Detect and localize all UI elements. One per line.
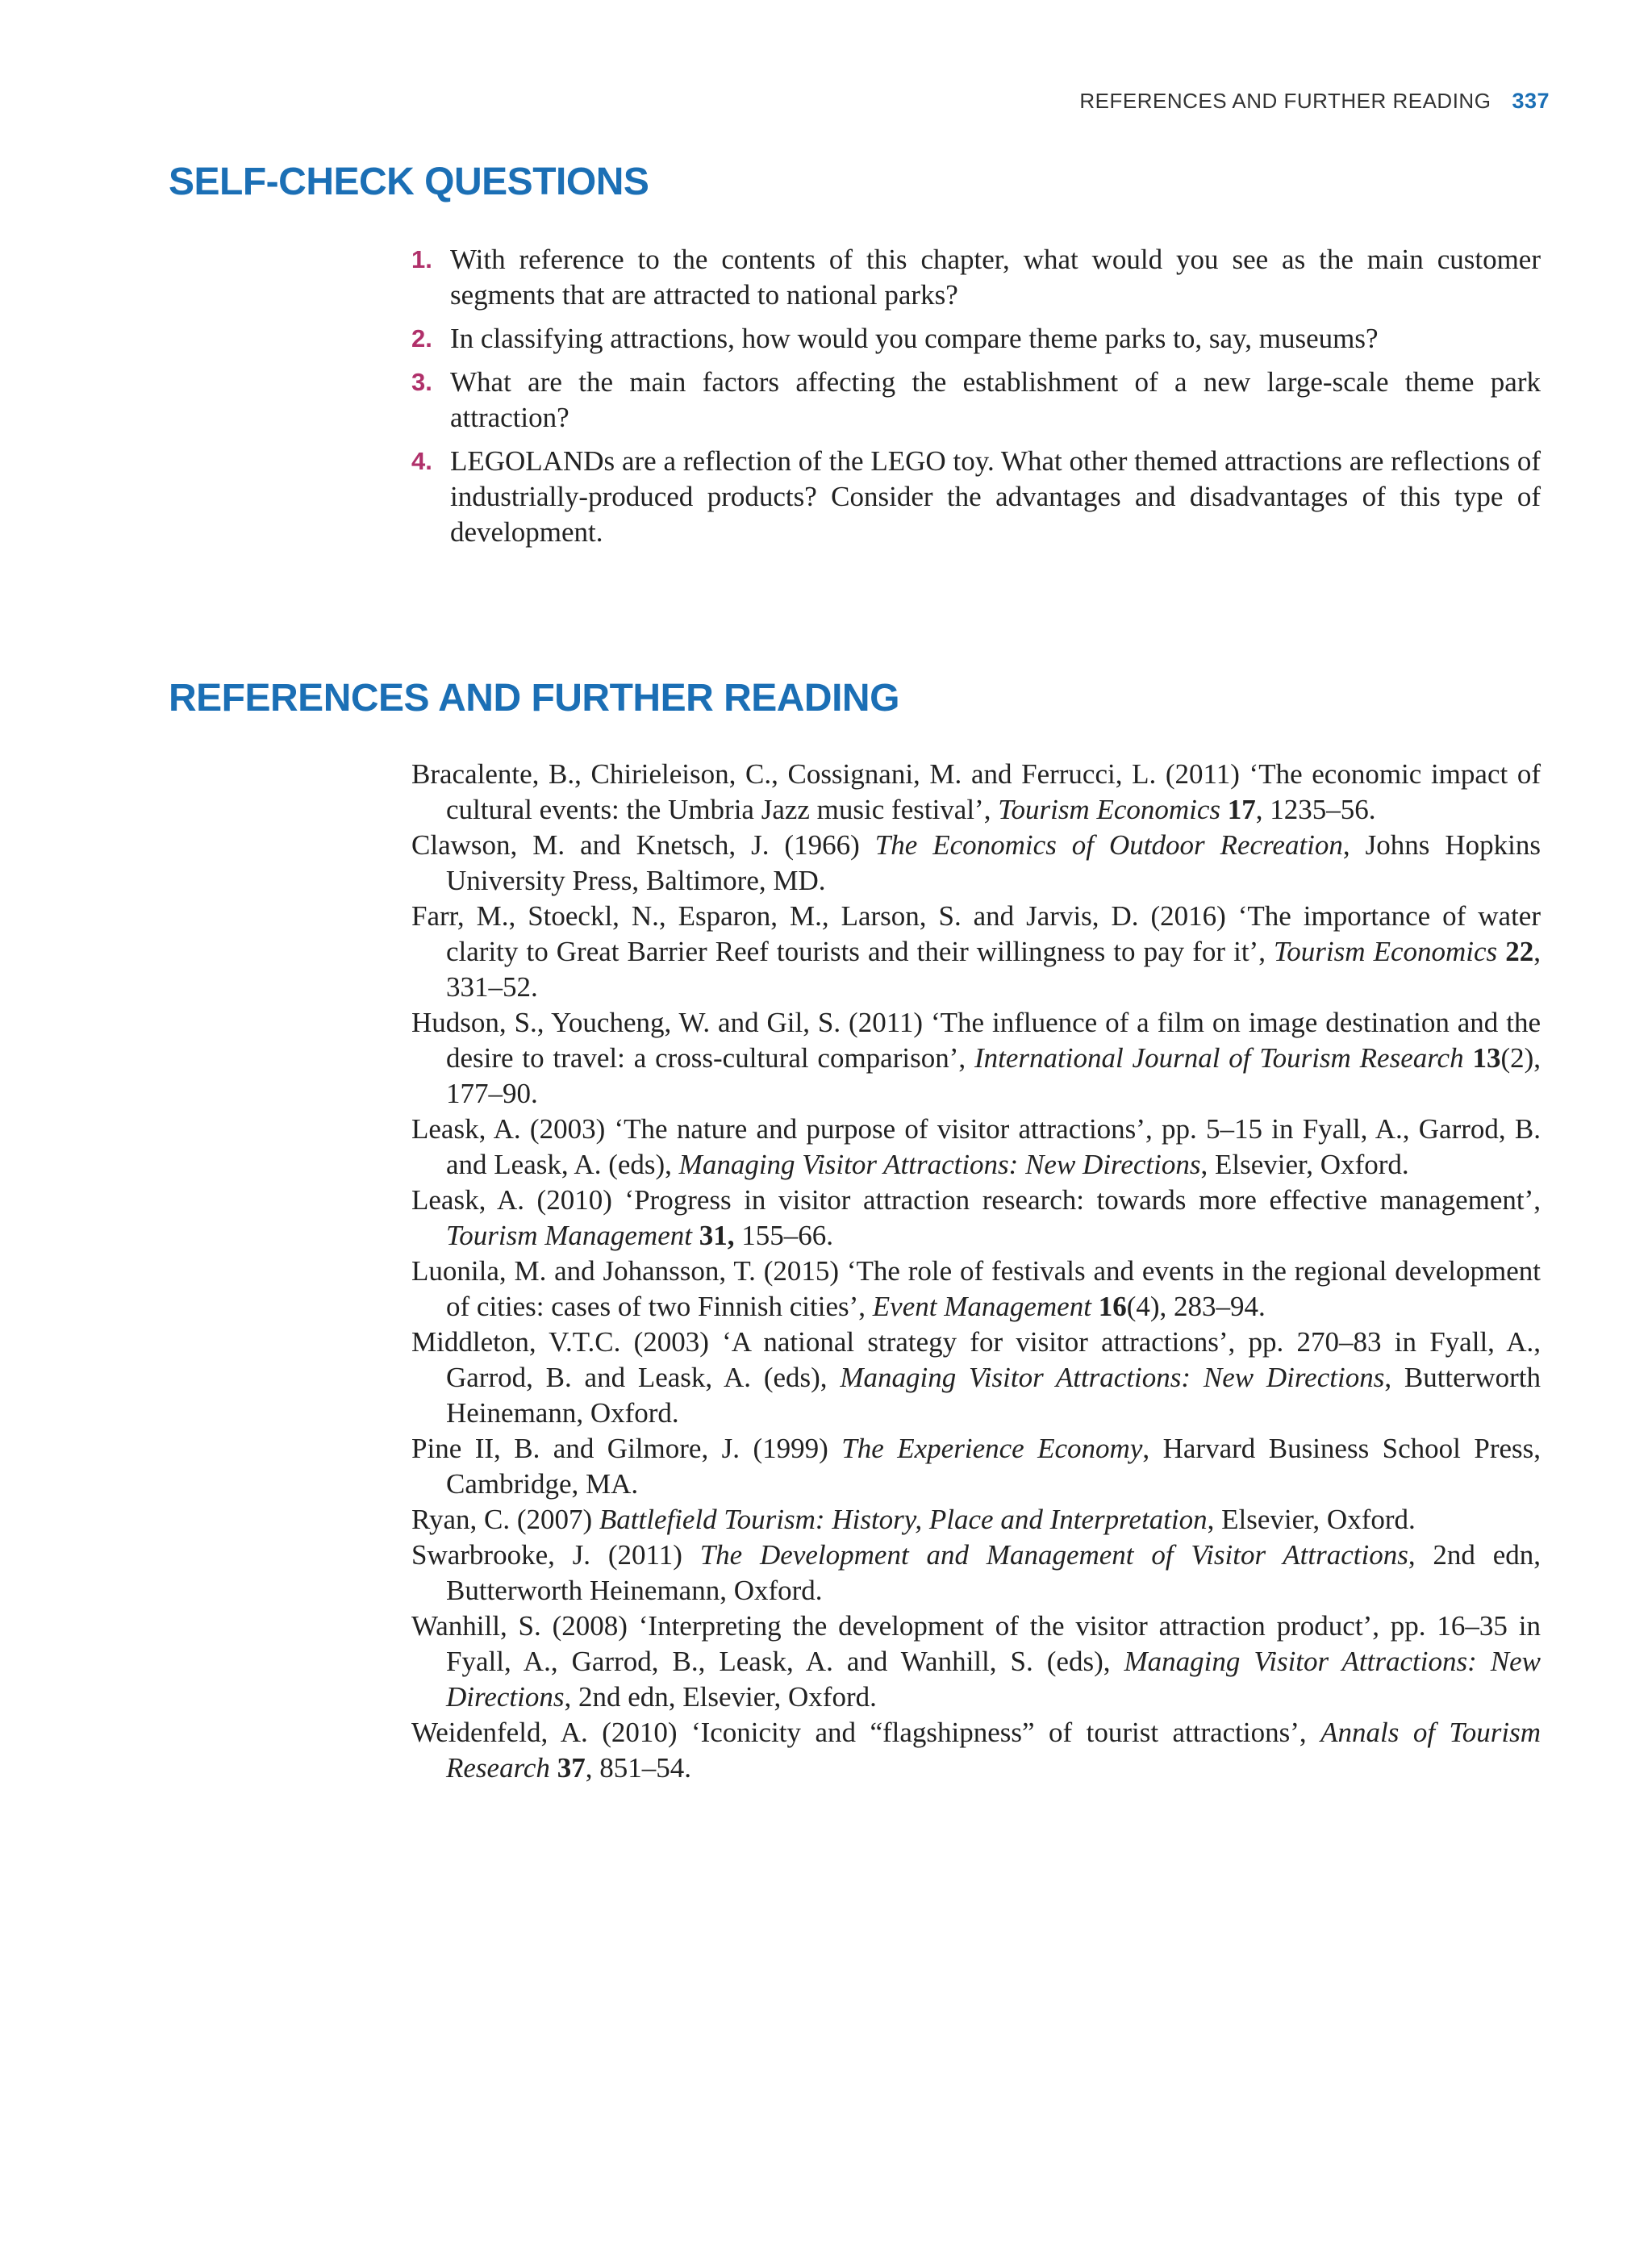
reference-entry xyxy=(411,1325,1541,1431)
question-number: 2. xyxy=(411,324,432,353)
reference-text: Middleton, V.T.C. (2003) ‘A national strategy for visitor attractions’, pp. 270–83 in Fyall, A., Garrod, B. and Leask, A. (eds), xyxy=(411,1326,1541,1393)
reference-entry xyxy=(411,1715,1541,1786)
reference-source-title: The Development and Management of Visitor Attractions xyxy=(699,1539,1408,1571)
reference-text xyxy=(550,1752,557,1784)
question-item xyxy=(411,444,1541,550)
reference-text: Leask, A. (2003) ‘The nature and purpose of visitor attractions’, pp. 5–15 in Fyall, A., Garrod, B. and Leask, A. (eds), xyxy=(411,1113,1541,1180)
self-check-heading: SELF-CHECK QUESTIONS xyxy=(169,161,649,203)
reference-text: Hudson, S., Youcheng, W. and Gil, S. (2011) ‘The influence of a film on image destination and the desire to travel: a cross-cultural comparison’, xyxy=(411,1007,1541,1074)
reference-text: , Elsevier, Oxford. xyxy=(1207,1504,1416,1535)
reference-text: , Johns Hopkins University Press, Baltimore, MD. xyxy=(446,829,1541,896)
question-text: LEGOLANDs are a reflection of the LEGO toy. What other themed attractions are reflections of industrially-produced products? Consider the advantages and disadvantages of this type of development. xyxy=(450,445,1541,548)
reference-text: , 2nd edn, Elsevier, Oxford. xyxy=(564,1681,877,1713)
reference-volume: 22 xyxy=(1505,936,1534,967)
question-text: In classifying attractions, how would you compare theme parks to, say, museums? xyxy=(450,323,1379,354)
reference-text xyxy=(1497,936,1505,967)
question-number: 3. xyxy=(411,368,432,396)
reference-text: Leask, A. (2010) ‘Progress in visitor attraction research: towards more effective management’, xyxy=(411,1184,1541,1216)
reference-text: Ryan, C. (2007) xyxy=(411,1504,599,1535)
reference-text: Luonila, M. and Johansson, T. (2015) ‘The role of festivals and events in the regional development of cities: cases of two Finnish cities’, xyxy=(411,1255,1541,1322)
reference-text: Weidenfeld, A. (2010) ‘Iconicity and “flagshipness” of tourist attractions’, xyxy=(411,1717,1321,1748)
reference-entry xyxy=(411,757,1541,828)
reference-entry xyxy=(411,899,1541,1005)
reference-volume: 13 xyxy=(1472,1042,1501,1074)
reference-text xyxy=(1464,1042,1473,1074)
reference-source-title: The Economics of Outdoor Recreation xyxy=(874,829,1343,861)
reference-pages: (2), 177–90. xyxy=(446,1042,1541,1109)
reference-entry xyxy=(411,1431,1541,1502)
question-item xyxy=(411,242,1541,313)
reference-source-title: International Journal of Tourism Research xyxy=(974,1042,1464,1074)
reference-source-title: Tourism Economics xyxy=(1274,936,1498,967)
reference-source-title: Managing Visitor Attractions: New Directions xyxy=(678,1149,1201,1180)
reference-entry xyxy=(411,1005,1541,1112)
reference-text: Bracalente, B., Chirieleison, C., Cossignani, M. and Ferrucci, L. (2011) ‘The economic impact of cultural events: the Umbria Jazz music festival’, xyxy=(411,758,1541,825)
reference-text xyxy=(1220,794,1228,825)
reference-text: , Elsevier, Oxford. xyxy=(1200,1149,1409,1180)
reference-list xyxy=(411,757,1541,1786)
reference-pages: , 851–54. xyxy=(585,1752,691,1784)
question-item xyxy=(411,365,1541,436)
reference-source-title: Annals of Tourism Research xyxy=(446,1717,1541,1784)
reference-source-title: Event Management xyxy=(872,1291,1091,1322)
reference-text: , Harvard Business School Press, Cambridge, MA. xyxy=(446,1433,1541,1500)
question-item xyxy=(411,321,1541,357)
reference-source-title: Managing Visitor Attractions: New Directions xyxy=(446,1646,1541,1713)
reference-pages: , 1235–56. xyxy=(1255,794,1376,825)
reference-volume: 31, xyxy=(699,1220,735,1251)
reference-pages: (4), 283–94. xyxy=(1126,1291,1266,1322)
reference-entry xyxy=(411,828,1541,899)
reference-text: , Butterworth Heinemann, Oxford. xyxy=(446,1362,1541,1429)
reference-volume: 16 xyxy=(1098,1291,1127,1322)
reference-text: Clawson, M. and Knetsch, J. (1966) xyxy=(411,829,875,861)
question-text: What are the main factors affecting the establishment of a new large-scale theme park attraction? xyxy=(450,366,1541,433)
reference-text: Farr, M., Stoeckl, N., Esparon, M., Larson, S. and Jarvis, D. (2016) ‘The importance of water clarity to Great Barrier Reef tourists and their willingness to pay for it’, xyxy=(411,900,1541,967)
reference-text: Wanhill, S. (2008) ‘Interpreting the development of the visitor attraction product’, pp. 16–35 in Fyall, A., Garrod, B., Leask, A. and Wanhill, S. (eds), xyxy=(411,1610,1541,1677)
reference-text: Pine II, B. and Gilmore, J. (1999) xyxy=(411,1433,842,1464)
question-text: With reference to the contents of this chapter, what would you see as the main customer segments that are attracted to national parks? xyxy=(450,244,1541,311)
running-head xyxy=(1079,89,1550,114)
reference-text xyxy=(1091,1291,1099,1322)
reference-source-title: The Experience Economy xyxy=(841,1433,1143,1464)
reference-entry xyxy=(411,1609,1541,1715)
self-check-question-list xyxy=(411,242,1541,558)
reference-text xyxy=(692,1220,699,1251)
reference-entry xyxy=(411,1183,1541,1254)
reference-entry xyxy=(411,1112,1541,1183)
references-heading: REFERENCES AND FURTHER READING xyxy=(169,677,899,720)
reference-pages: , 331–52. xyxy=(446,936,1541,1003)
reference-pages: 155–66. xyxy=(734,1220,833,1251)
running-head-title: REFERENCES AND FURTHER READING xyxy=(1079,89,1491,113)
reference-source-title: Battlefield Tourism: History, Place and Interpretation xyxy=(599,1504,1208,1535)
reference-text: , 2nd edn, Butterworth Heinemann, Oxford. xyxy=(446,1539,1541,1606)
question-number: 1. xyxy=(411,245,432,273)
reference-entry xyxy=(411,1502,1541,1538)
question-number: 4. xyxy=(411,447,432,475)
reference-entry xyxy=(411,1538,1541,1609)
page-number: 337 xyxy=(1512,89,1550,113)
reference-entry xyxy=(411,1254,1541,1325)
reference-volume: 37 xyxy=(557,1752,586,1784)
reference-source-title: Tourism Management xyxy=(446,1220,692,1251)
reference-source-title: Tourism Economics xyxy=(998,794,1221,825)
reference-text: Swarbrooke, J. (2011) xyxy=(411,1539,700,1571)
reference-source-title: Managing Visitor Attractions: New Directions xyxy=(840,1362,1385,1393)
reference-volume: 17 xyxy=(1227,794,1256,825)
